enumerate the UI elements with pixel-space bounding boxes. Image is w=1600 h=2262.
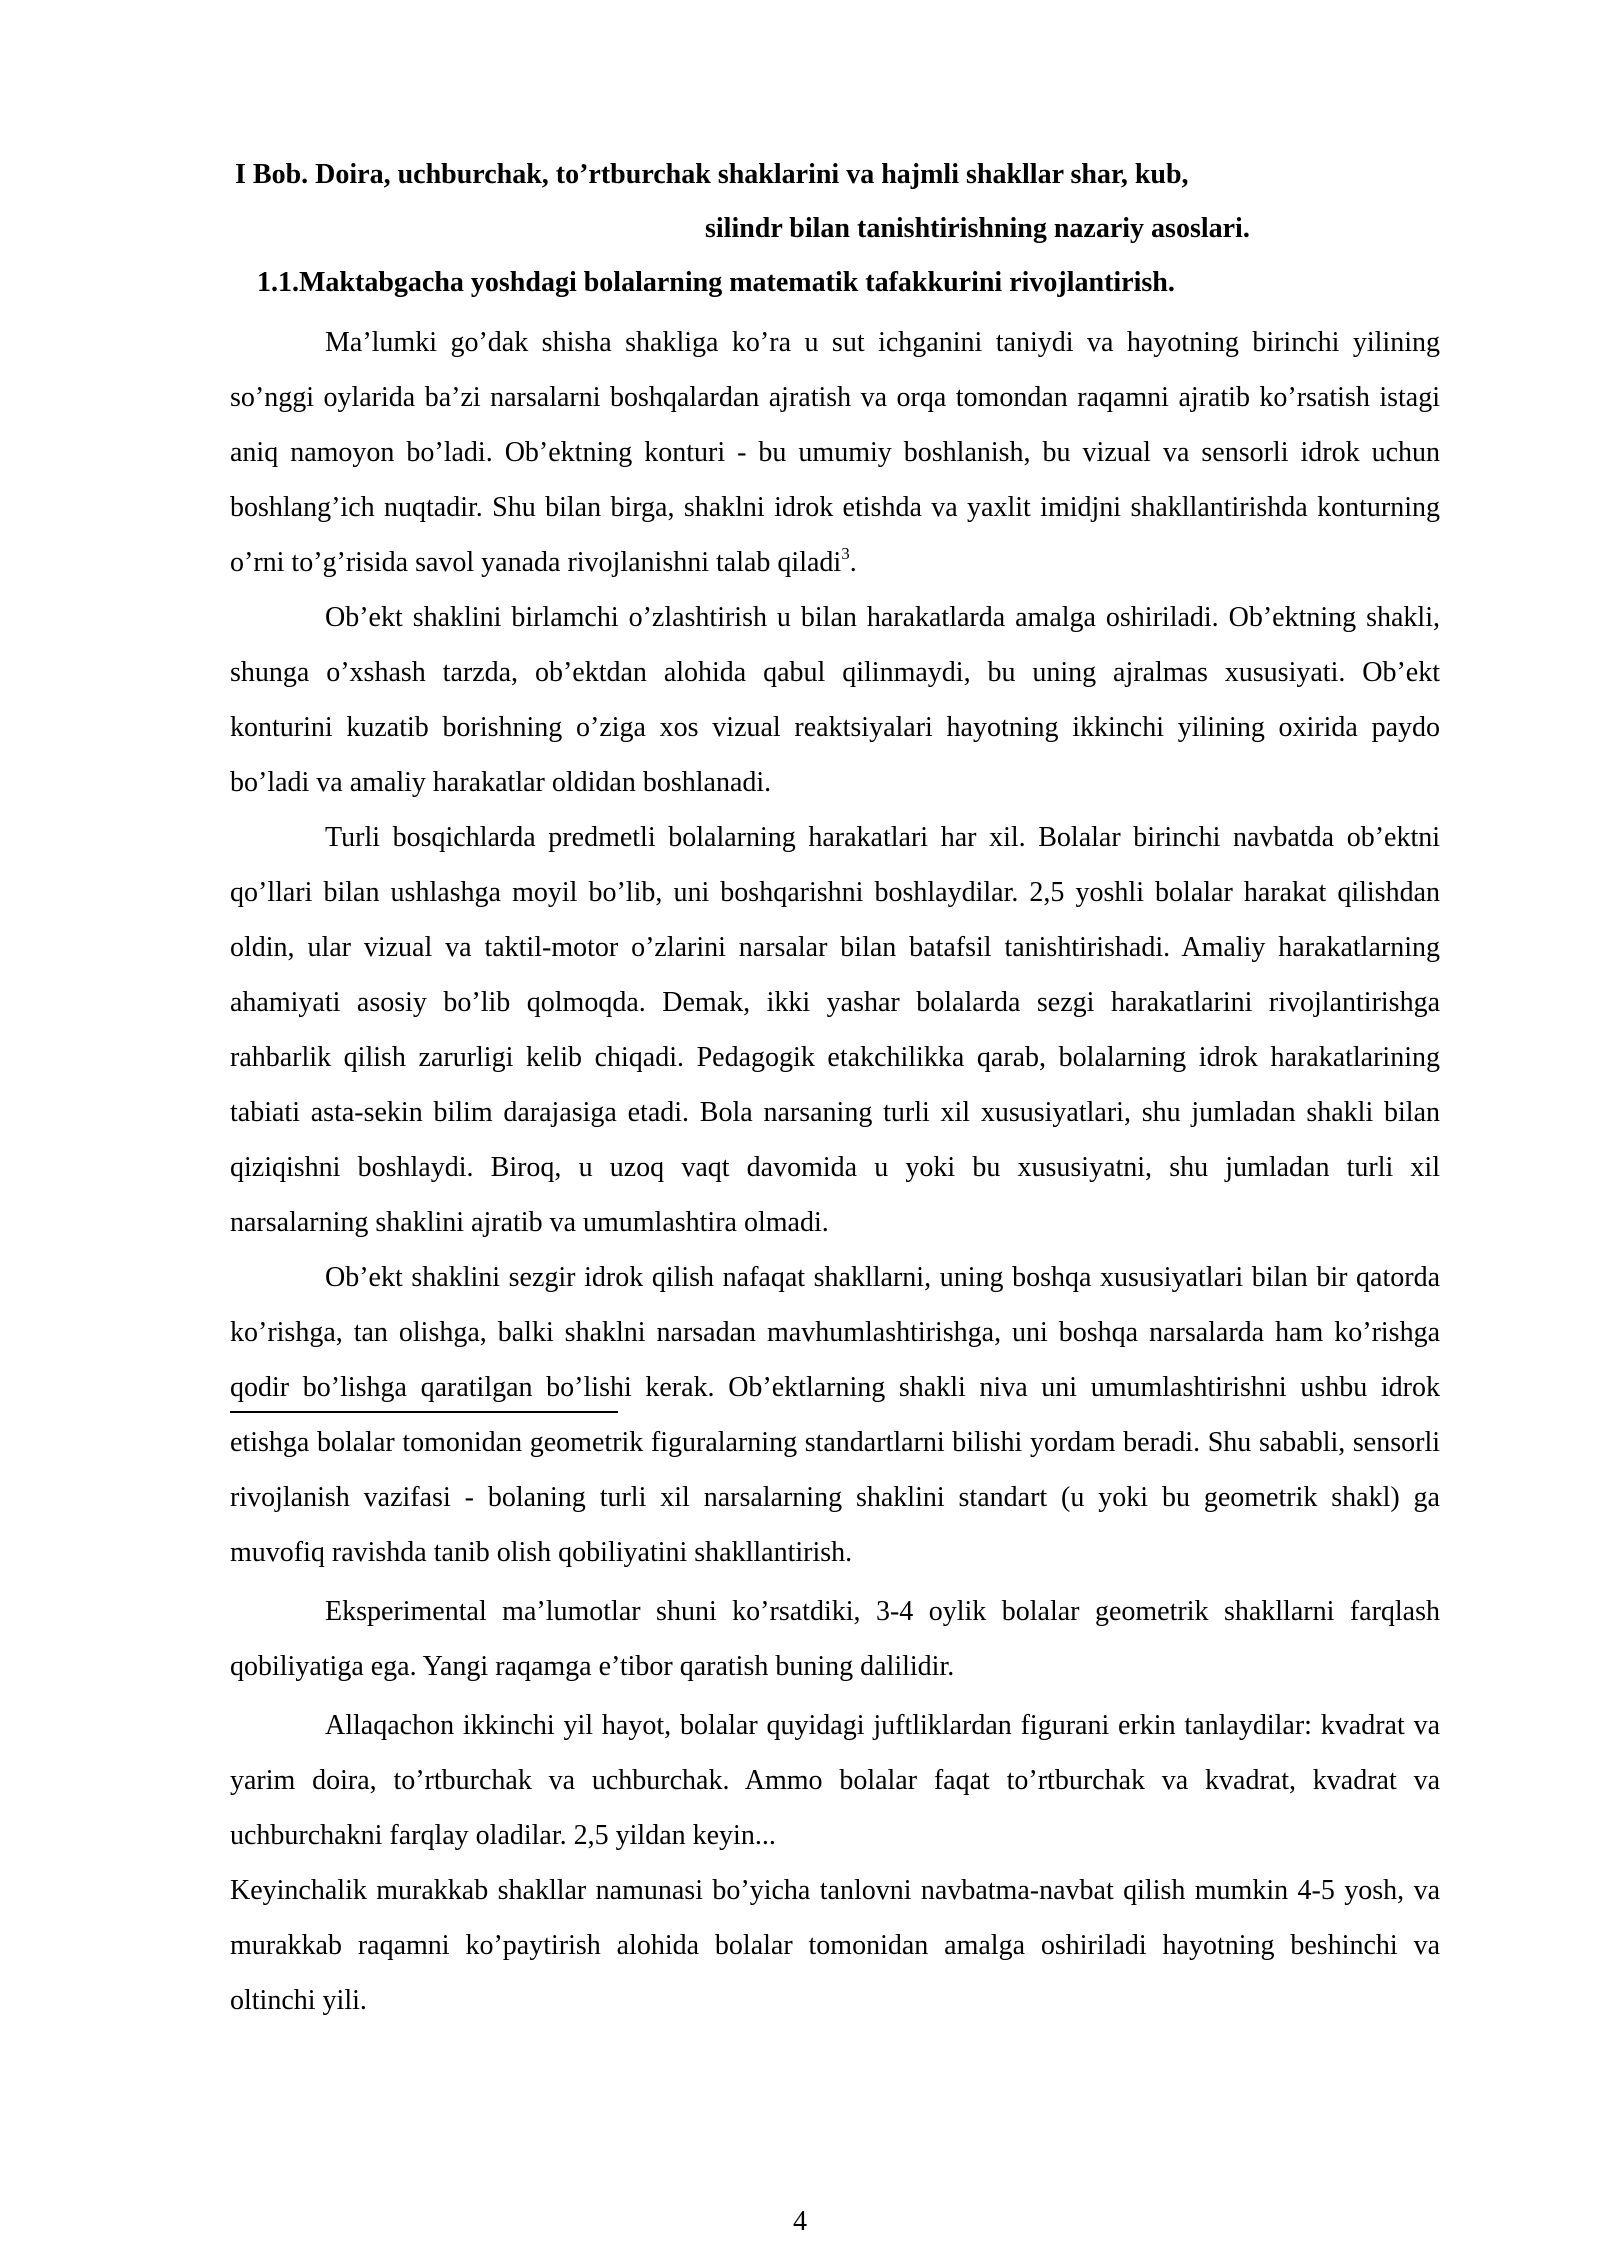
chapter-title-line-2: silindr bilan tanishtirishning nazariy asoslari. xyxy=(705,213,1250,244)
body-text xyxy=(230,315,1440,2028)
paragraph-1-end: . xyxy=(849,547,857,578)
footnote-reference[interactable]: 3 xyxy=(841,543,850,563)
paragraph-1 xyxy=(230,315,1440,590)
paragraph-5: Eksperimental ma’lumotlar shuni ko’rsatdiki, 3-4 oylik bolalar geometrik shakllarni farqlash qobiliyatiga ega. Yangi raqamga e’tibor qaratish buning dalilidir. xyxy=(230,1596,1440,1682)
paragraph-6: Allaqachon ikkinchi yil hayot, bolalar quyidagi juftliklardan figurani erkin tanlaydilar: kvadrat va yarim doira, to’rtburchak va uchburchak. Ammo bolalar faqat to’rtburchak va kvadrat, kvadrat va uchburchakni farqlay oladilar. 2,5 yildan keyin... xyxy=(230,1710,1440,1851)
paragraph-7: Keyinchalik murakkab shakllar namunasi bo’yicha tanlovni navbatma-navbat qilish mumkin 4-5 yosh, va murakkab raqamni ko’paytirish alohida bolalar tomonidan amalga oshiriladi hayotning beshinchi va oltinchi yili. xyxy=(230,1875,1440,2016)
paragraph-1-text: Ma’lumki go’dak shisha shakliga ko’ra u sut ichganini taniydi va hayotning birinchi yilining so’nggi oylarida ba’zi narsalarni boshqalardan ajratish va orqa tomondan raqamni ajratib ko’rsatish istagi aniq namoyon bo’ladi. Ob’ektning konturi - bu umumiy boshlanish, bu vizual va sensorli idrok uchun boshlang’ich nuqtadir. Shu bilan birga, shaklni idrok etishda va yaxlit imidjni shakllantirishda konturning o’rni to’g’risida savol yanada rivojlanishni talab qiladi xyxy=(230,327,1440,578)
chapter-title-line-1: I Bob. Doira, uchburchak, to’rtburchak shaklarini va hajmli shakllar shar, kub, xyxy=(235,159,1189,190)
paragraph-4: Ob’ekt shaklini sezgir idrok qilish nafaqat shakllarni, uning boshqa xususiyatlari bilan bir qatorda ko’rishga, tan olishga, balki shaklni narsadan mavhumlashtirishga, uni boshqa narsalarda ham ko’rishga qodir bo’lishga qaratilgan bo’lishi kerak. Ob’ektlarning shakli niva uni umumlashtirishni ushbu idrok etishga bolalar tomonidan geometrik figuralarning standartlarni bilishi yordam beradi. Shu sababli, sensorli rivojlanish vazifasi - bolaning turli xil narsalarning shaklini standart (u yoki bu geometrik shakl) ga muvofiq ravishda tanib olish qobiliyatini shakllantirish. xyxy=(230,1262,1440,1568)
footnote-separator xyxy=(230,1411,618,1413)
page-number: 4 xyxy=(793,2206,807,2237)
paragraph-3: Turli bosqichlarda predmetli bolalarning harakatlari har xil. Bolalar birinchi navbatda ob’ektni qo’llari bilan ushlashga moyil bo’lib, uni boshqarishni boshlaydilar. 2,5 yoshli bolalar harakat qilishdan oldin, ular vizual va taktil-motor o’zlarini narsalar bilan batafsil tanishtirishadi. Amaliy harakatlarning ahamiyati asosiy bo’lib qolmoqda. Demak, ikki yashar bolalarda sezgi harakatlarini rivojlantirishga rahbarlik qilish zarurligi kelib chiqadi. Pedagogik etakchilikka qarab, bolalarning idrok harakatlarining tabiati asta-sekin bilim darajasiga etadi. Bola narsaning turli xil xususiyatlari, shu jumladan shakli bilan qiziqishni boshlaydi. Biroq, u uzoq vaqt davomida u yoki bu xususiyatni, shu jumladan turli xil narsalarning shaklini ajratib va umumlashtira olmadi. xyxy=(230,822,1440,1238)
paragraph-2: Ob’ekt shaklini birlamchi o’zlashtirish u bilan harakatlarda amalga oshiriladi. Ob’ektning shakli, shunga o’xshash tarzda, ob’ektdan alohida qabul qilinmaydi, bu uning ajralmas xususiyati. Ob’ekt konturini kuzatib borishning o’ziga xos vizual reaktsiyalari hayotning ikkinchi yilining oxirida paydo bo’ladi va amaliy harakatlar oldidan boshlanadi. xyxy=(230,602,1440,798)
section-title: 1.1.Maktabgacha yoshdagi bolalarning matematik tafakkurini rivojlantirish. xyxy=(257,267,1175,298)
